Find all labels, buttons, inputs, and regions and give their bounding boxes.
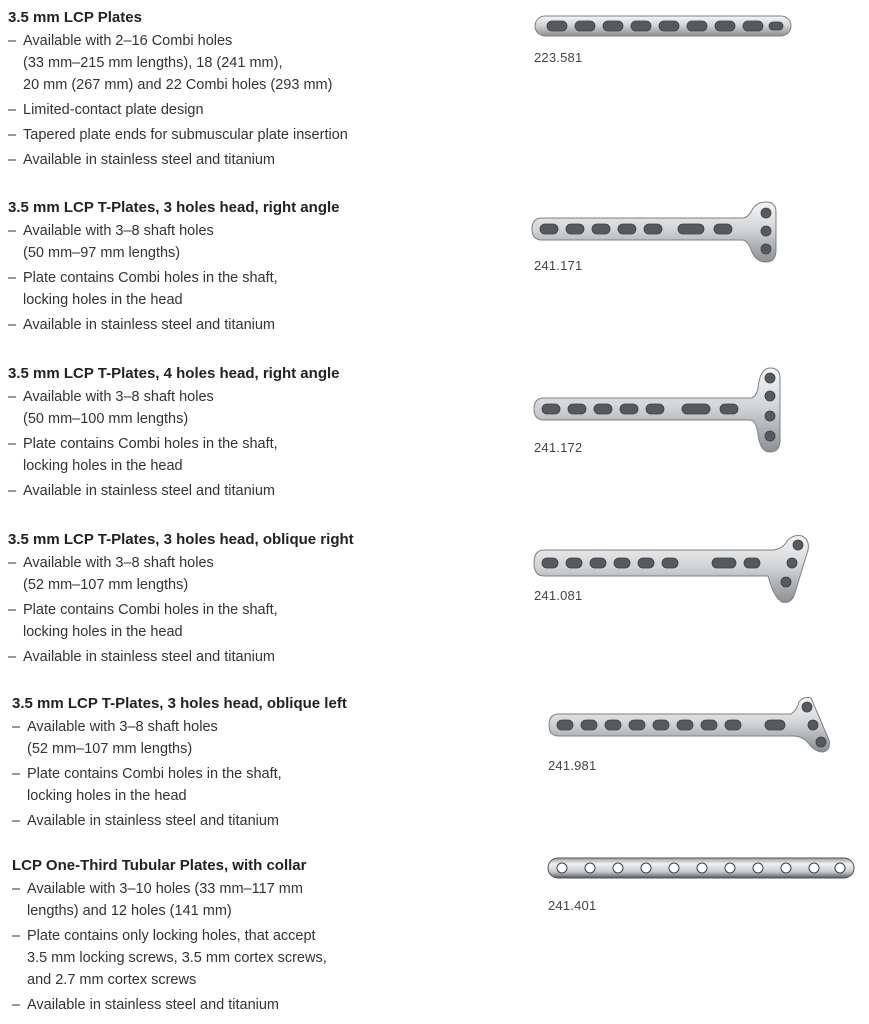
bullet-item — [8, 480, 468, 502]
bullet-line: 3.5 mm locking screws, 3.5 mm cortex screws, — [27, 950, 327, 966]
plate-image — [546, 856, 858, 882]
bullet-item — [8, 646, 468, 668]
bullet-line: lengths) and 12 holes (141 mm) — [27, 903, 232, 919]
bullet-line: Available with 3–8 shaft holes — [27, 719, 218, 735]
product-title: 3.5 mm LCP T-Plates, 3 holes head, right angle — [8, 199, 340, 216]
bullet-line: Available with 3–8 shaft holes — [23, 389, 214, 405]
bullet-item — [12, 763, 472, 807]
product-code: 241.171 — [534, 258, 583, 273]
bullet-line: locking holes in the head — [27, 788, 187, 804]
bullet-line: Available in stainless steel and titanium — [23, 152, 276, 168]
bullet-line: locking holes in the head — [23, 624, 183, 640]
dash: – — [12, 813, 21, 829]
bullet-item — [12, 925, 472, 991]
bullet-line: Available with 2–16 Combi holes — [23, 33, 233, 49]
bullet-item — [8, 220, 468, 264]
bullet-line: Plate contains Combi holes in the shaft, — [27, 766, 282, 782]
bullet-line: Available in stainless steel and titanium — [23, 483, 276, 499]
bullet-item — [8, 386, 468, 430]
bullet-line: (33 mm–215 mm lengths), 18 (241 mm), — [23, 55, 283, 71]
bullet-line: Available with 3–8 shaft holes — [23, 223, 214, 239]
dash: – — [8, 602, 17, 618]
bullet-line: locking holes in the head — [23, 292, 183, 308]
bullet-item — [8, 124, 468, 146]
product-title: 3.5 mm LCP T-Plates, 3 holes head, oblique right — [8, 531, 354, 548]
product-title: 3.5 mm LCP Plates — [8, 9, 142, 26]
bullet-item — [12, 716, 472, 760]
bullet-line: Tapered plate ends for submuscular plate insertion — [23, 127, 348, 143]
bullet-line: Available in stainless steel and titanium — [27, 997, 280, 1013]
product-code: 241.172 — [534, 440, 583, 455]
bullet-item — [8, 99, 468, 121]
dash: – — [8, 389, 17, 405]
product-title: 3.5 mm LCP T-Plates, 3 holes head, oblique left — [12, 695, 347, 712]
bullet-item — [8, 30, 468, 96]
bullet-item — [8, 149, 468, 171]
dash: – — [8, 127, 17, 143]
plate-image — [547, 694, 835, 758]
product-text — [8, 8, 468, 174]
dash: – — [8, 33, 17, 49]
dash: – — [8, 223, 17, 239]
plate-image — [533, 12, 795, 42]
bullet-item — [12, 878, 472, 922]
product-code: 223.581 — [534, 50, 583, 65]
bullet-line: Limited-contact plate design — [23, 102, 204, 118]
bullet-line: (50 mm–97 mm lengths) — [23, 245, 181, 261]
bullet-line: Available with 3–10 holes (33 mm–117 mm — [27, 881, 303, 897]
bullet-item — [12, 810, 472, 832]
bullet-line: 20 mm (267 mm) and 22 Combi holes (293 mm) — [23, 77, 333, 93]
bullet-line: Plate contains Combi holes in the shaft, — [23, 270, 278, 286]
bullet-item — [8, 267, 468, 311]
bullet-item — [8, 552, 468, 596]
bullet-item — [8, 599, 468, 643]
bullet-line: (50 mm–100 mm lengths) — [23, 411, 189, 427]
dash: – — [8, 102, 17, 118]
bullet-line: and 2.7 mm cortex screws — [27, 972, 197, 988]
bullet-line: Available in stainless steel and titanium — [23, 317, 276, 333]
dash: – — [8, 270, 17, 286]
bullet-line: Available with 3–8 shaft holes — [23, 555, 214, 571]
product-text — [12, 694, 472, 835]
bullet-item — [8, 314, 468, 336]
dash: – — [12, 881, 21, 897]
dash: – — [12, 719, 21, 735]
bullet-line: Available in stainless steel and titanium — [27, 813, 280, 829]
product-code: 241.081 — [534, 588, 583, 603]
dash: – — [12, 997, 21, 1013]
dash: – — [8, 317, 17, 333]
bullet-line: (52 mm–107 mm lengths) — [23, 577, 189, 593]
product-text — [12, 856, 472, 1019]
dash: – — [8, 649, 17, 665]
bullet-line: (52 mm–107 mm lengths) — [27, 741, 193, 757]
bullet-line: Plate contains Combi holes in the shaft, — [23, 436, 278, 452]
product-code: 241.981 — [548, 758, 597, 773]
bullet-item — [12, 994, 472, 1016]
product-text — [8, 364, 468, 505]
dash: – — [8, 436, 17, 452]
product-title: LCP One-Third Tubular Plates, with collar — [12, 857, 307, 874]
dash: – — [12, 766, 21, 782]
product-text — [8, 198, 468, 339]
dash: – — [8, 152, 17, 168]
bullet-line: Plate contains Combi holes in the shaft, — [23, 602, 278, 618]
bullet-line: Available in stainless steel and titanium — [23, 649, 276, 665]
bullet-line: locking holes in the head — [23, 458, 183, 474]
bullet-line: Plate contains only locking holes, that accept — [27, 928, 316, 944]
dash: – — [8, 483, 17, 499]
bullet-item — [8, 433, 468, 477]
product-code: 241.401 — [548, 898, 597, 913]
product-title: 3.5 mm LCP T-Plates, 4 holes head, right angle — [8, 365, 340, 382]
dash: – — [8, 555, 17, 571]
product-text — [8, 530, 468, 671]
dash: – — [12, 928, 21, 944]
